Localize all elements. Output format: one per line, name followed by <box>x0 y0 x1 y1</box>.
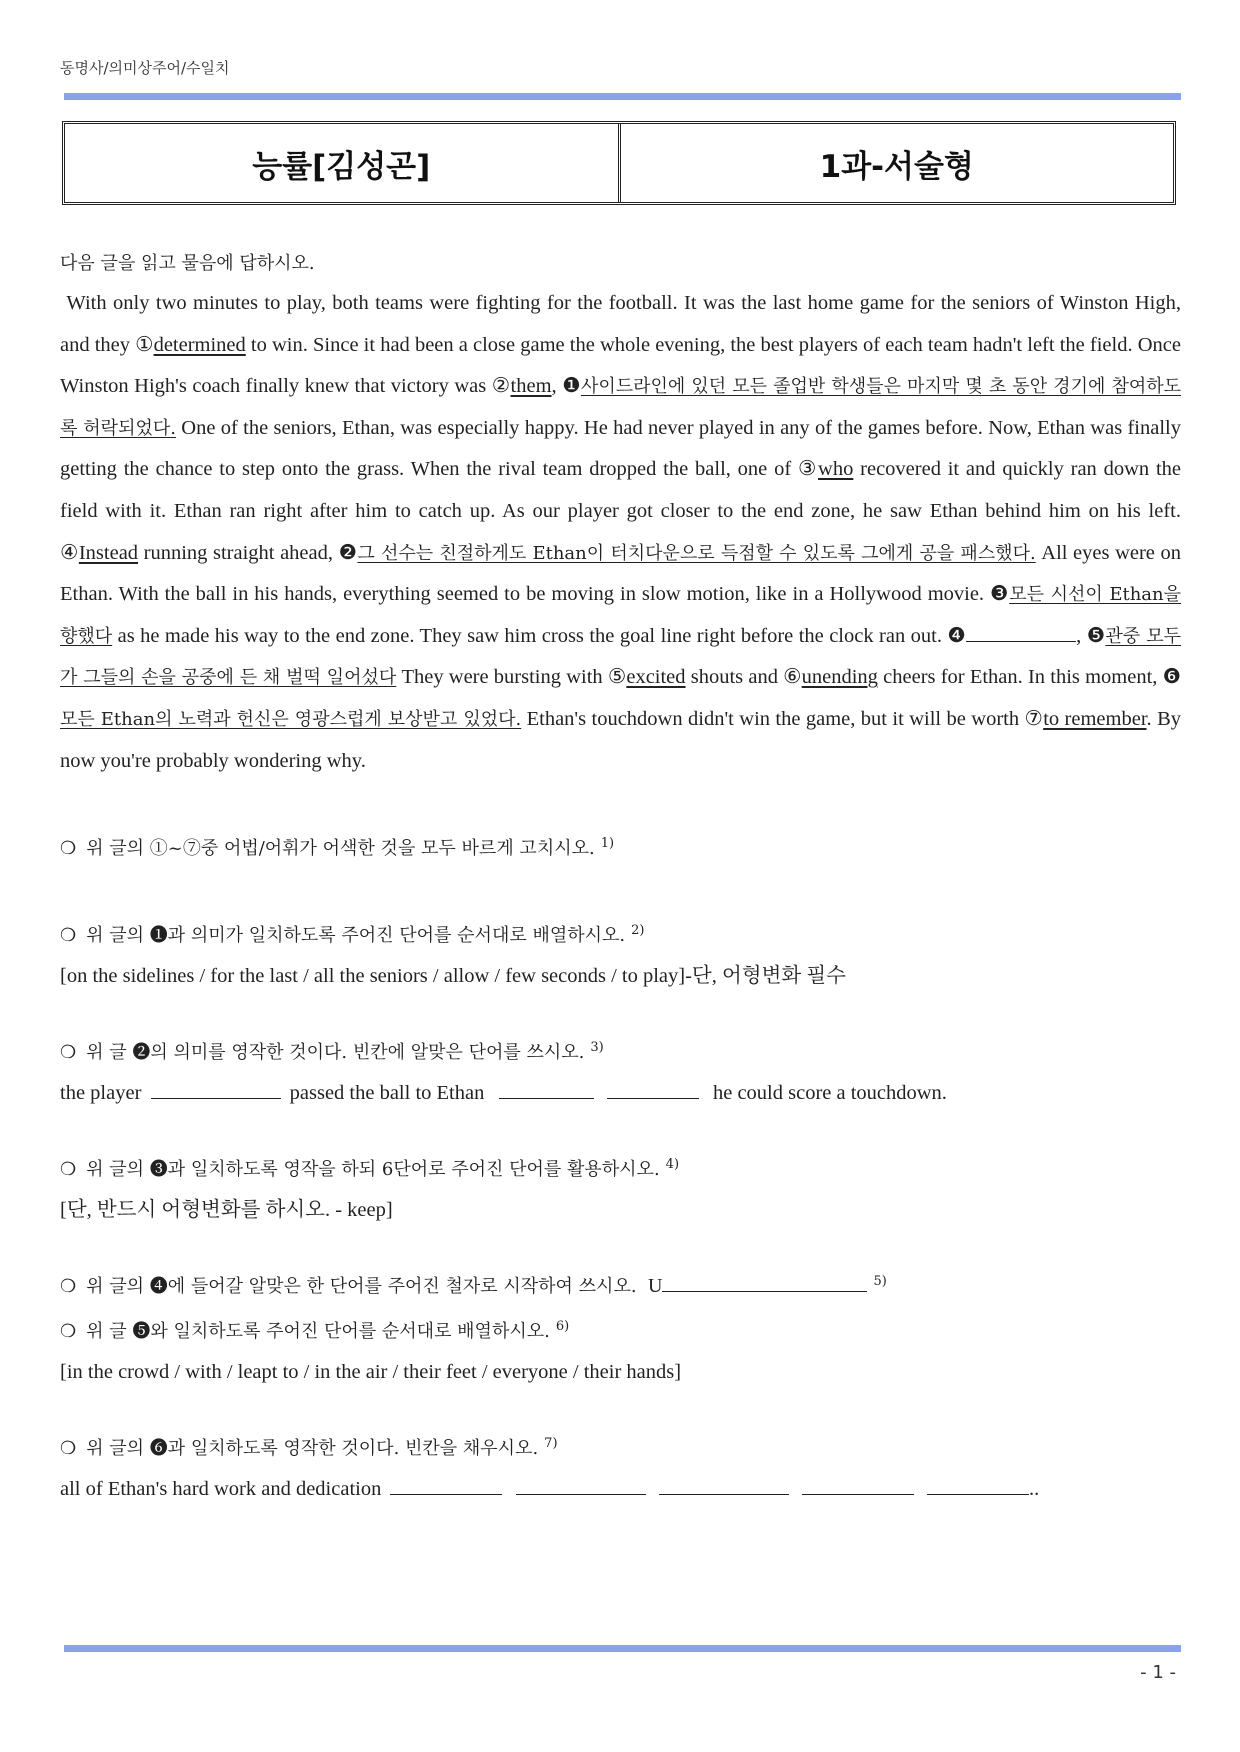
question-4 <box>60 1145 1181 1230</box>
answer-blank[interactable] <box>390 1476 502 1495</box>
question-3-text: 위 글 ❷의 의미를 영작한 것이다. 빈칸에 알맞은 단어를 쓰시오. <box>86 1042 585 1064</box>
marker-5: ⑤ <box>607 666 627 689</box>
marker-7: ⑦ <box>1024 707 1044 730</box>
footnote-4: 4) <box>665 1157 680 1173</box>
bullet-5: ❺ <box>1086 624 1106 647</box>
question-6-text: 위 글 ❺와 일치하도록 주어진 단어를 순서대로 배열하시오. <box>86 1321 550 1343</box>
question-1-text: 위 글의 ①~⑦중 어법/어휘가 어색한 것을 모두 바르게 고치시오. <box>86 838 595 860</box>
footnote-6: 6) <box>555 1319 570 1335</box>
underline-1: determined <box>153 333 246 356</box>
bullet-2: ❷ <box>338 541 358 564</box>
category-label: 동명사/의미상주어/수일치 <box>60 59 230 77</box>
question-bullet: ❍ <box>60 838 77 860</box>
marker-1: ① <box>135 333 154 356</box>
answer-blank[interactable] <box>802 1476 914 1495</box>
answer-blank[interactable] <box>662 1273 867 1292</box>
korean-sentence-2: 그 선수는 친절하게도 Ethan이 터치다운으로 득점할 수 있도록 그에게 공을 패스했다. <box>357 542 1036 564</box>
answer-blank[interactable] <box>516 1476 646 1495</box>
underline-7: to remember <box>1043 707 1147 730</box>
answer-blank[interactable] <box>659 1476 789 1495</box>
underline-2: them <box>510 375 552 398</box>
footnote-2: 2) <box>631 923 645 939</box>
lesson-title: 1과-서술형 <box>819 148 974 185</box>
question-3 <box>60 1028 1181 1113</box>
korean-sentence-6: 모든 Ethan의 노력과 헌신은 영광스럽게 보상받고 있었다. <box>60 708 522 730</box>
marker-2: ② <box>491 375 511 398</box>
question-7-text: 위 글의 ❻과 일치하도록 영작한 것이다. 빈칸을 채우시오. <box>86 1438 539 1460</box>
question-2 <box>60 911 1181 996</box>
answer-blank[interactable] <box>499 1080 594 1099</box>
bullet-6: ❻ <box>1162 666 1181 689</box>
bullet-3: ❸ <box>990 583 1010 606</box>
bottom-divider <box>64 1645 1181 1652</box>
marker-4: ④ <box>60 541 79 564</box>
question-7-sentence: all of Ethan's hard work and dedication .. <box>60 1478 1040 1501</box>
question-1 <box>60 824 1181 869</box>
underline-6: unending <box>801 666 878 689</box>
instruction: 다음 글을 읽고 물음에 답하시오. <box>60 253 315 274</box>
question-3-sentence: the player passed the ball to Ethan he could score a touchdown. <box>60 1082 947 1105</box>
korean-sentence-1: 사이드라인에 있던 모든 졸업반 학생들은 마지막 몇 초 동안 경기에 참여하도록 허락되었다. <box>60 376 1182 439</box>
question-6 <box>60 1307 1181 1392</box>
textbook-title: 능률[김성곤] <box>65 124 621 202</box>
question-4-text: 위 글의 ❸과 일치하도록 영작을 하되 6단어로 주어진 단어를 활용하시오. <box>86 1159 660 1181</box>
question-bullet: ❍ <box>60 1438 77 1460</box>
question-2-text: 위 글의 ❶과 의미가 일치하도록 주어진 단어를 순서대로 배열하시오. <box>86 925 626 947</box>
marker-6: ⑥ <box>783 666 802 689</box>
page-number: - 1 - <box>1140 1662 1176 1683</box>
question-4-condition: [단, 반드시 어형변화를 하시오. - keep] <box>60 1199 393 1222</box>
footnote-3: 3) <box>590 1040 604 1056</box>
footnote-5: 5) <box>873 1274 887 1290</box>
question-bullet: ❍ <box>60 1276 77 1298</box>
underline-4: Instead <box>78 541 139 564</box>
question-6-words: [in the crowd / with / leapt to / in the air / their feet / everyone / their hands] <box>60 1361 682 1384</box>
reading-passage: With only two minutes to play, both teams were fighting for the football. It was the last home game for the seniors of Winston High, and they ①determined to win. Since it had been a close game the whole evening, the best players of each team hadn't left the field. Once Winston High's coach finally knew that victory was ②them, ❶사이드라인에 있던 모든 졸업반 학생들은 마지막 몇 초 동안 경기에 참여하도록 허락되었다. One of the seniors, Ethan, was especially happy. He had never played in any of the games before. Now, Ethan was finally getting the chance to step onto the grass. When the rival team dropped the ball, one of ③who recovered it and quickly ran down the field with it. Ethan ran right after him to catch up. As our player got closer to the end zone, he saw Ethan behind him on his left. ④Instead running straight ahead, ❷그 선수는 친절하게도 Ethan이 터치다운으로 득점할 수 있도록 그에게 공을 패스했다. All eyes were on Ethan. With the ball in his hands, everything seemed to be moving in slow motion, like in a Hollywood movie. ❸모든 시선이 Ethan을 향했다 as he made his way to the end zone. They saw him cross the goal line right before the clock ran out. ❹ , ❺관중 모두가 그들의 손을 공중에 든 채 벌떡 일어섰다 They were bursting with ⑤excited shouts and ⑥unending cheers for Ethan. In this moment, ❻모든 Ethan의 노력과 헌신은 영광스럽게 보상받고 있었다. Ethan's touchdown didn't win the game, but it will be worth ⑦to remember. By now you're probably wondering why. <box>60 292 1182 772</box>
answer-blank[interactable] <box>927 1476 1029 1495</box>
bullet-4: ❹ <box>947 624 967 647</box>
question-5-text: 위 글의 ❹에 들어갈 알맞은 한 단어를 주어진 철자로 시작하여 쓰시오. <box>86 1276 637 1298</box>
korean-sentence-3: 모든 시선이 Ethan을 향했다 <box>60 584 1182 647</box>
question-5 <box>60 1262 1181 1307</box>
worksheet-content <box>60 245 1181 1509</box>
question-7 <box>60 1424 1181 1509</box>
start-letter: U <box>648 1275 663 1298</box>
answer-blank[interactable] <box>151 1080 281 1099</box>
question-bullet: ❍ <box>60 1159 77 1181</box>
question-bullet: ❍ <box>60 1042 77 1064</box>
footnote-7: 7) <box>544 1436 558 1452</box>
marker-3: ③ <box>797 458 819 481</box>
answer-blank[interactable] <box>607 1080 699 1099</box>
question-2-words: [on the sidelines / for the last / all the seniors / allow / few seconds / to play]-단, 어형변화 필수 <box>60 965 846 988</box>
underline-3: who <box>818 458 854 481</box>
bullet-1: ❶ <box>562 375 581 398</box>
footnote-1: 1) <box>600 836 615 852</box>
question-bullet: ❍ <box>60 925 77 947</box>
blank-4[interactable] <box>966 623 1076 642</box>
header-table <box>62 121 1176 205</box>
underline-5: excited <box>626 666 686 689</box>
korean-sentence-5: 관중 모두가 그들의 손을 공중에 든 채 벌떡 일어섰다 <box>60 625 1181 689</box>
question-bullet: ❍ <box>60 1321 77 1343</box>
top-divider <box>64 93 1181 100</box>
